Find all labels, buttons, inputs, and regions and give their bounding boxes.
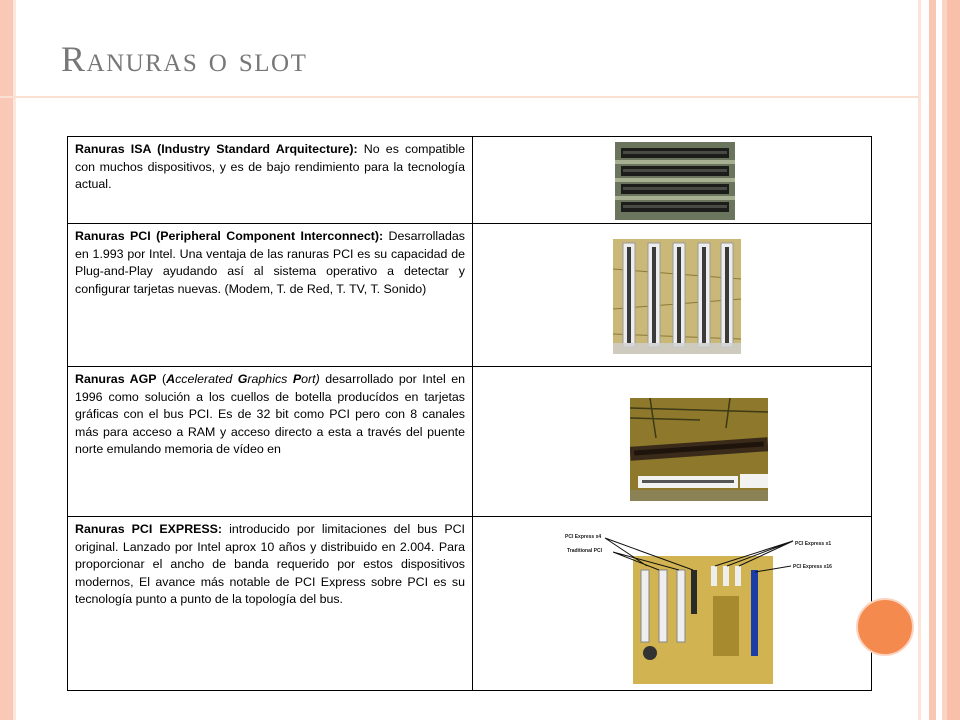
table-row-pcie — [68, 517, 872, 691]
agp-acr1-cap: A — [166, 372, 176, 386]
right-stripe-3 — [929, 0, 936, 720]
agp-acr1-rest: ccelerated — [175, 372, 238, 386]
table-row-pci — [68, 224, 872, 367]
isa-heading: Ranuras ISA (Industry Standard Arquitecture): — [75, 142, 358, 156]
pci-heading: Ranuras PCI (Peripheral Component Interconnect): — [75, 229, 384, 243]
agp-acr3-cap: P — [292, 372, 302, 386]
right-stripe-2 — [921, 0, 929, 720]
label-pcie-x1: PCI Express x1 — [795, 541, 832, 547]
table-row-isa — [68, 137, 872, 224]
pcie-body: introducido por limitaciones del bus PCI original. Lanzado por Intel aprox 10 años y distribuido en 2.004. Para proporcionar el ancho de banda requerido por estos dispositivos modernos, El avance más notable de PCI Express sobre PCI es su tecnología punto a punto de la topología del bus. — [75, 522, 465, 606]
pcie-image-cell — [473, 517, 872, 691]
pci-slot-photo — [613, 239, 741, 354]
agp-acr3-rest: ort) — [301, 372, 320, 386]
agp-open: ( — [156, 372, 167, 386]
left-frame-inner-bar — [13, 0, 16, 720]
isa-body: No es compatible con muchos dispositivos, y es de bajo rendimiento para la tecnología actual. — [75, 142, 465, 191]
pcie-heading: Ranuras PCI EXPRESS: — [75, 522, 223, 536]
agp-slot-photo — [630, 398, 768, 501]
agp-acr2-cap: G — [237, 372, 248, 386]
label-traditional-pci: Traditional PCI — [567, 548, 603, 554]
pcie-motherboard-photo — [563, 526, 863, 684]
pci-description — [68, 224, 473, 367]
agp-body: desarrollado por Intel en 1996 como solución a los cuellos de botella producídos en tarjetas gráficas con el bus PCI. Es de 32 bit como PCI pero con 8 canales más para acceso a RAM y acceso directo a esta a través del puente norte emulando memoria de vídeo en — [75, 372, 466, 456]
agp-acr2-rest: raphics — [247, 372, 293, 386]
title-divider — [0, 96, 920, 98]
left-frame-bar — [0, 0, 13, 720]
label-pcie-x4: PCI Express x4 — [565, 534, 602, 540]
slide-title: Ranuras o slot — [61, 39, 308, 79]
table-row-agp — [68, 367, 872, 517]
isa-image-cell — [473, 137, 872, 224]
pci-image-cell — [473, 224, 872, 367]
decorative-orange-circle — [856, 598, 914, 656]
agp-description — [68, 367, 473, 517]
slots-table — [67, 136, 872, 691]
isa-description — [68, 137, 473, 224]
label-pcie-x16: PCI Express x16 — [793, 564, 832, 570]
pcie-description — [68, 517, 473, 691]
right-stripe-6 — [947, 0, 960, 720]
agp-heading: Ranuras AGP — [75, 372, 157, 386]
isa-slot-photo — [615, 142, 735, 220]
pci-body: Desarrolladas en 1.993 por Intel. Una ventaja de las ranuras PCI es su capacidad de Plug-and-Play ayudando así al sistema operativo a detectar y configurar tarjetas nuevas. (Modem, T. de Red, T. TV, T. Sonido) — [75, 229, 465, 296]
agp-image-cell — [473, 367, 872, 517]
